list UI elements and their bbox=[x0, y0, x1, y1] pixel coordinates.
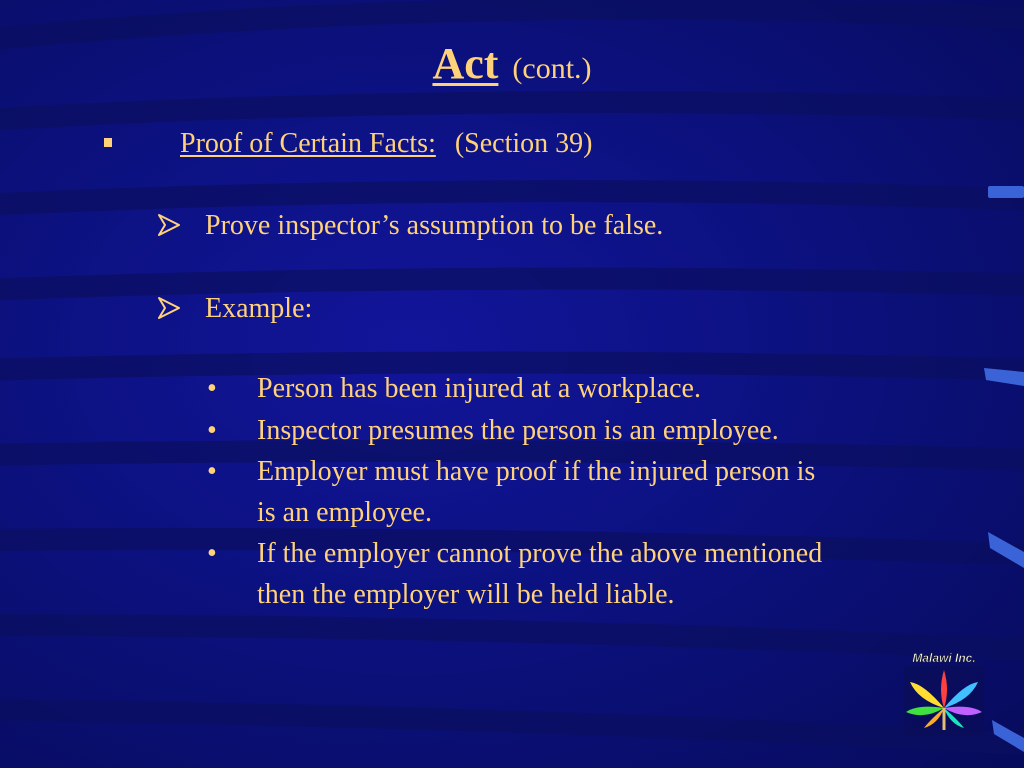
dot-bullet-icon: • bbox=[207, 538, 217, 569]
section-reference: (Section 39) bbox=[454, 128, 593, 159]
example-line-4-cont: then the employer will be held liable. bbox=[257, 579, 675, 610]
example-line-1: Person has been injured at a workplace. bbox=[257, 373, 701, 404]
slide-title bbox=[0, 38, 1024, 89]
company-logo bbox=[898, 646, 990, 738]
svg-text:Malawi Inc.: Malawi Inc. bbox=[912, 651, 976, 665]
square-bullet-icon bbox=[104, 138, 112, 147]
title-sub: (cont.) bbox=[512, 52, 592, 85]
dot-bullet-icon: • bbox=[207, 415, 217, 446]
point-2: Example: bbox=[205, 293, 313, 324]
example-line-2: Inspector presumes the person is an employee. bbox=[257, 415, 779, 446]
example-line-3: Employer must have proof if the injured person is bbox=[257, 456, 816, 487]
point-1: Prove inspector’s assumption to be false. bbox=[205, 210, 664, 241]
example-line-4: If the employer cannot prove the above mentioned bbox=[257, 538, 823, 569]
example-line-3-cont: is an employee. bbox=[257, 497, 432, 528]
section-heading: Proof of Certain Facts: bbox=[180, 128, 436, 159]
title-main: Act bbox=[432, 39, 499, 88]
section-heading-line bbox=[180, 127, 592, 161]
dot-bullet-icon: • bbox=[207, 373, 217, 404]
arrow-bullet-icon bbox=[157, 213, 181, 237]
arrow-bullet-icon bbox=[157, 296, 181, 320]
dot-bullet-icon: • bbox=[207, 456, 217, 487]
